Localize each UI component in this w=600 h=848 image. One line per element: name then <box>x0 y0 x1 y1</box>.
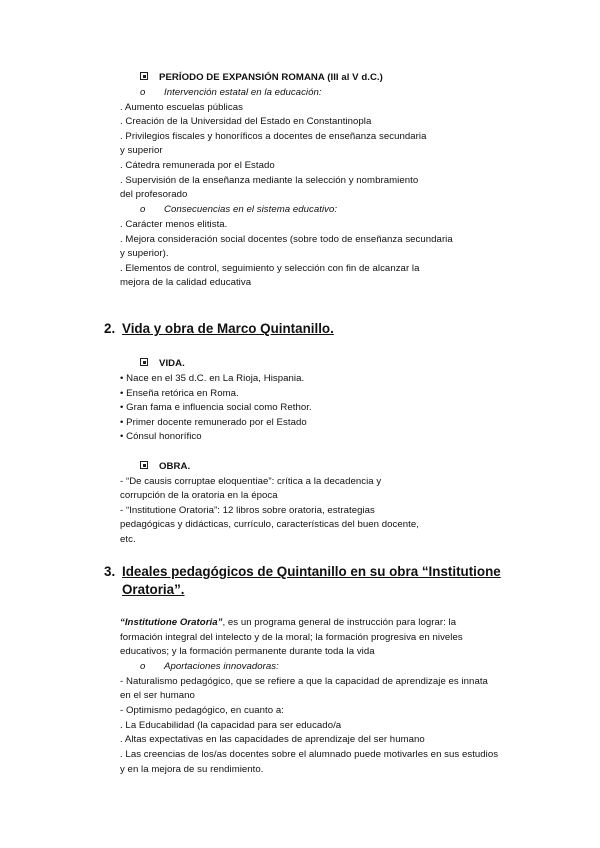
section3-sub: o Aportaciones innovadoras: <box>140 661 279 672</box>
intro-paragraph: “Institutione Oratoria”, es un programa general de instrucción para lograr: la <box>120 617 457 628</box>
intro-line: formación integral del intelecto y de la moral; la formación progresiva en niveles <box>120 632 463 643</box>
square-bullet-icon <box>140 358 148 366</box>
section1-heading: PERÍODO DE EXPANSIÓN ROMANA (III al V d.C.) <box>140 71 383 85</box>
list-item: • Cónsul honorífico <box>120 431 202 442</box>
list-item: . Privilegios fiscales y honoríficos a docentes de enseñanza secundaria <box>120 131 427 142</box>
list-item: y superior <box>120 145 163 156</box>
list-item: • Nace en el 35 d.C. en La Rioja, Hispania. <box>120 373 305 384</box>
list-item: . Carácter menos elitista. <box>120 219 228 230</box>
vida-heading: VIDA. <box>140 357 185 371</box>
list-item: - “Institutione Oratoria”: 12 libros sobre oratoria, estrategias <box>120 505 375 516</box>
intro-line: educativos; y la formación permanente durante toda la vida <box>120 646 375 657</box>
list-item: y en la mejora de su rendimiento. <box>120 764 264 775</box>
list-item: . Cátedra remunerada por el Estado <box>120 160 275 171</box>
list-item: • Enseña retórica en Roma. <box>120 388 239 399</box>
list-item: . Mejora consideración social docentes (sobre todo de enseñanza secundaria <box>120 234 453 245</box>
section1-sub2: o Consecuencias en el sistema educativo: <box>140 204 338 215</box>
list-item: . Supervisión de la enseñanza mediante la selección y nombramiento <box>120 175 419 186</box>
list-item: . Elementos de control, seguimiento y selección con fin de alcanzar la <box>120 263 420 274</box>
list-item: - Optimismo pedagógico, en cuanto a: <box>120 705 284 716</box>
list-item: . Creación de la Universidad del Estado en Constantinopla <box>120 116 372 127</box>
list-item: • Primer docente remunerado por el Estado <box>120 417 307 428</box>
list-item: mejora de la calidad educativa <box>120 277 252 288</box>
obra-heading: OBRA. <box>140 460 190 474</box>
list-item: . Aumento escuelas públicas <box>120 102 243 113</box>
list-item: . Altas expectativas en las capacidades de aprendizaje del ser humano <box>120 734 425 745</box>
section3-heading: 3. Ideales pedagógicos de Quintanillo en su obra “Institutione <box>104 564 501 579</box>
section3-heading-cont: Oratoria”. <box>122 582 185 597</box>
section2-heading: 2. Vida y obra de Marco Quintanillo. <box>104 321 334 336</box>
list-item: etc. <box>120 534 136 545</box>
list-item: . Las creencias de los/as docentes sobre el alumnado puede motivarles en sus estudios <box>120 749 499 760</box>
list-item: corrupción de la oratoria en la época <box>120 490 278 501</box>
list-item: - Naturalismo pedagógico, que se refiere a que la capacidad de aprendizaje es innata <box>120 676 488 687</box>
list-item: pedagógicas y didácticas, currículo, características del buen docente, <box>120 519 419 530</box>
list-item: - “De causis corruptae eloquentiae”: crítica a la decadencia y <box>120 476 382 487</box>
square-bullet-icon <box>140 72 148 80</box>
list-item: • Gran fama e influencia social como Rethor. <box>120 402 312 413</box>
list-item: en el ser humano <box>120 690 195 701</box>
square-bullet-icon <box>140 461 148 469</box>
list-item: . La Educabilidad (la capacidad para ser educado/a <box>120 720 342 731</box>
list-item: del profesorado <box>120 189 188 200</box>
list-item: y superior). <box>120 248 169 259</box>
section1-sub1: o Intervención estatal en la educación: <box>140 87 322 98</box>
